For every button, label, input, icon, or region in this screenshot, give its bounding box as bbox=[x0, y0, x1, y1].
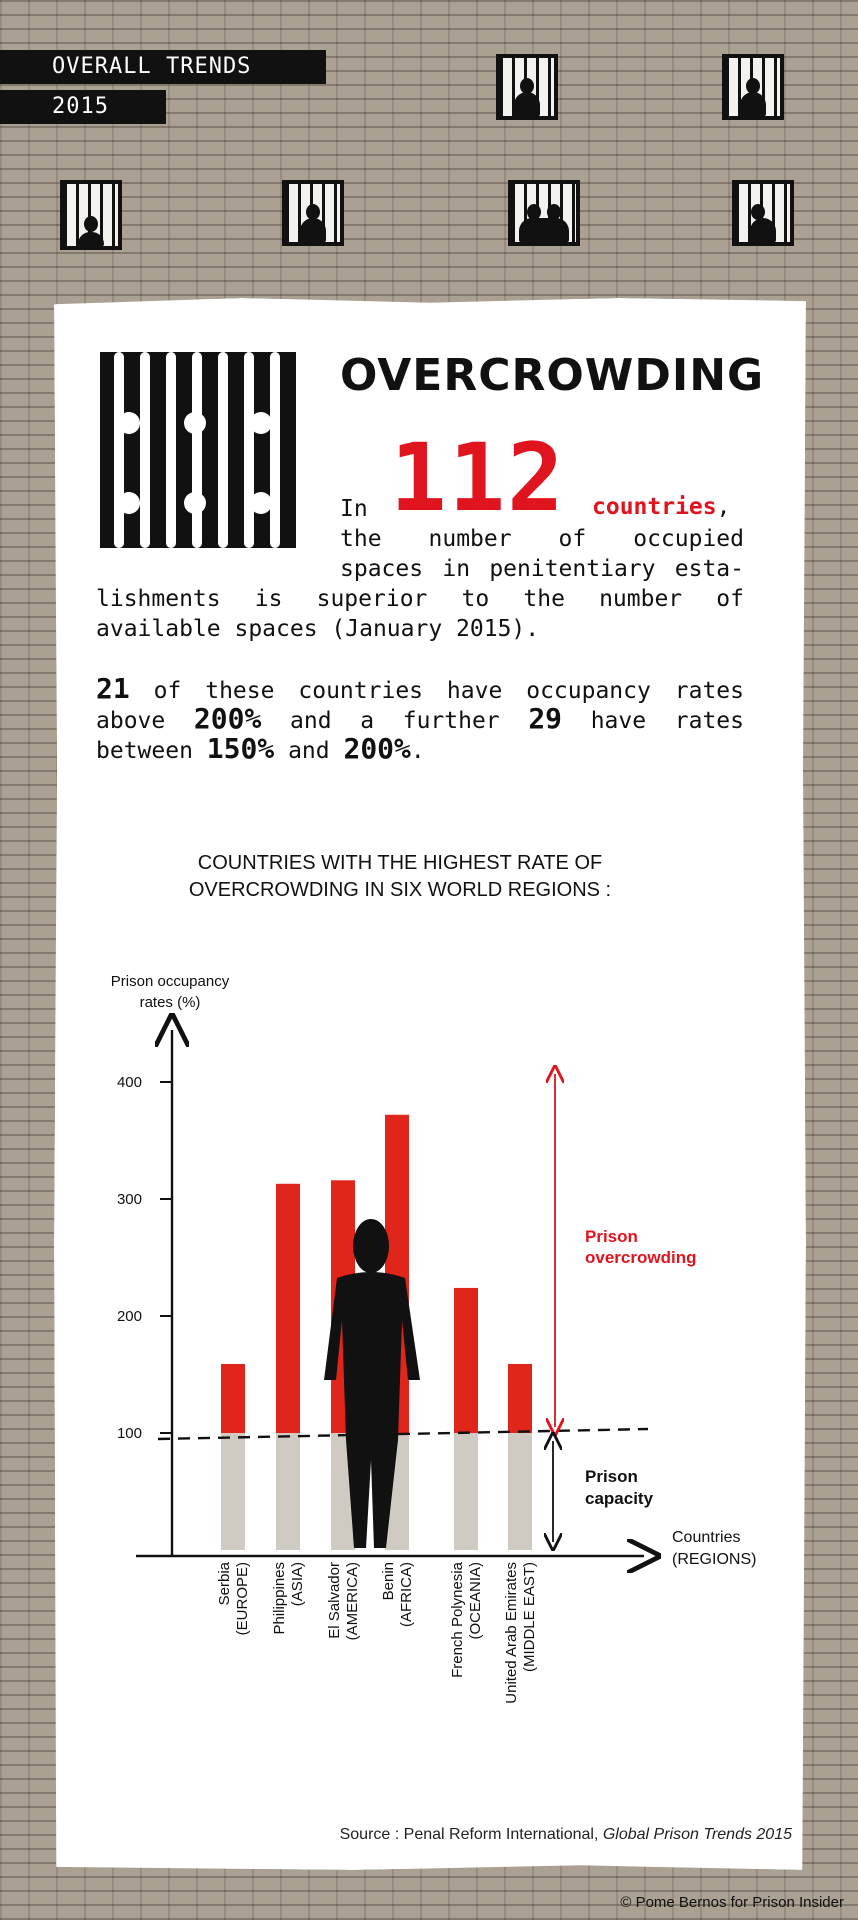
chart-title-line-2: OVERCROWDING IN SIX WORLD REGIONS : bbox=[188, 879, 612, 901]
y-axis-label-line-1: Prison occupancy bbox=[110, 973, 230, 990]
category-label-line-2: (ASIA) bbox=[289, 1562, 306, 1607]
overcrowding-label-line-1: Prison bbox=[585, 1227, 638, 1246]
category-label-line-2: (EUROPE) bbox=[234, 1562, 251, 1636]
intro-line-3: spaces in penitentiary esta- bbox=[340, 556, 744, 582]
category-label-line-2: (MIDDLE EAST) bbox=[521, 1562, 538, 1673]
capacity-bar bbox=[454, 1433, 478, 1550]
chart-title-line-1: COUNTRIES WITH THE HIGHEST RATE OF bbox=[197, 852, 603, 874]
capacity-label-line-2: capacity bbox=[585, 1489, 654, 1508]
y-tick-label: 200 bbox=[116, 1308, 142, 1325]
category-label-line-2: (OCEANIA) bbox=[467, 1562, 484, 1640]
capacity-bar bbox=[508, 1433, 532, 1550]
category-label-line-1: United Arab Emirates bbox=[503, 1562, 520, 1704]
category-label-line-1: Serbia bbox=[216, 1562, 233, 1606]
category-label-line-1: French Polynesia bbox=[449, 1562, 466, 1678]
capacity-bar bbox=[221, 1433, 245, 1550]
source-prefix: Source : Penal Reform International, bbox=[339, 1826, 603, 1843]
stat-text: above bbox=[96, 708, 194, 734]
overcrowding-bar bbox=[508, 1364, 532, 1433]
y-tick-label: 400 bbox=[116, 1074, 142, 1091]
stat-21: 21 bbox=[96, 672, 130, 705]
capacity-label-line-1: Prison bbox=[585, 1467, 638, 1486]
stat-200: 200% bbox=[193, 702, 262, 735]
x-axis-label-line-2: (REGIONS) bbox=[672, 1551, 757, 1568]
stat-29: 29 bbox=[528, 702, 563, 735]
source-title: Global Prison Trends 2015 bbox=[602, 1826, 792, 1843]
category-label-line-2: (AMERICA) bbox=[344, 1562, 361, 1641]
stat-text: and bbox=[274, 738, 344, 764]
y-tick-label: 300 bbox=[116, 1191, 142, 1208]
category-label-line-2: (AFRICA) bbox=[398, 1562, 415, 1627]
page-title: OVERCROWDING bbox=[340, 350, 765, 401]
intro-line-5: available spaces (January 2015). bbox=[96, 616, 540, 642]
source-note bbox=[340, 1826, 792, 1844]
stat-text: have rates bbox=[562, 708, 744, 734]
big-number: 112 bbox=[390, 424, 566, 533]
category-label-line-1: Benin bbox=[380, 1562, 397, 1601]
stat-text: between bbox=[96, 738, 207, 764]
credit: © Pome Bernos for Prison Insider bbox=[620, 1894, 844, 1911]
overcrowding-bar bbox=[454, 1288, 478, 1433]
category-label-line-1: El Salvador bbox=[326, 1562, 343, 1639]
y-tick-label: 100 bbox=[116, 1425, 142, 1442]
section-tag: OVERALL TRENDS bbox=[0, 50, 326, 84]
category-label-line-1: Philippines bbox=[271, 1562, 288, 1635]
overcrowding-bar bbox=[276, 1184, 300, 1433]
year-tag: 2015 bbox=[0, 90, 166, 124]
intro-prefix: In bbox=[340, 496, 368, 522]
stat-text: and a further bbox=[261, 708, 529, 734]
intro-line-2: the number of occupied bbox=[340, 526, 744, 552]
stat-text: . bbox=[410, 738, 425, 764]
stat-150: 150% bbox=[206, 732, 275, 765]
stat-text: of these countries have occupancy rates bbox=[129, 678, 744, 704]
silhouette-head bbox=[353, 1219, 389, 1273]
countries-label: countries bbox=[592, 494, 717, 520]
overcrowding-bar bbox=[221, 1364, 245, 1433]
capacity-bar bbox=[276, 1433, 300, 1550]
y-axis-label-line-2: rates (%) bbox=[139, 994, 201, 1011]
comma: , bbox=[716, 494, 731, 520]
x-axis-label-line-1: Countries bbox=[672, 1529, 741, 1546]
overcrowding-label-line-2: overcrowding bbox=[585, 1248, 697, 1267]
intro-line-4: lishments is superior to the number of bbox=[96, 586, 744, 612]
stat-200b: 200% bbox=[343, 732, 411, 765]
